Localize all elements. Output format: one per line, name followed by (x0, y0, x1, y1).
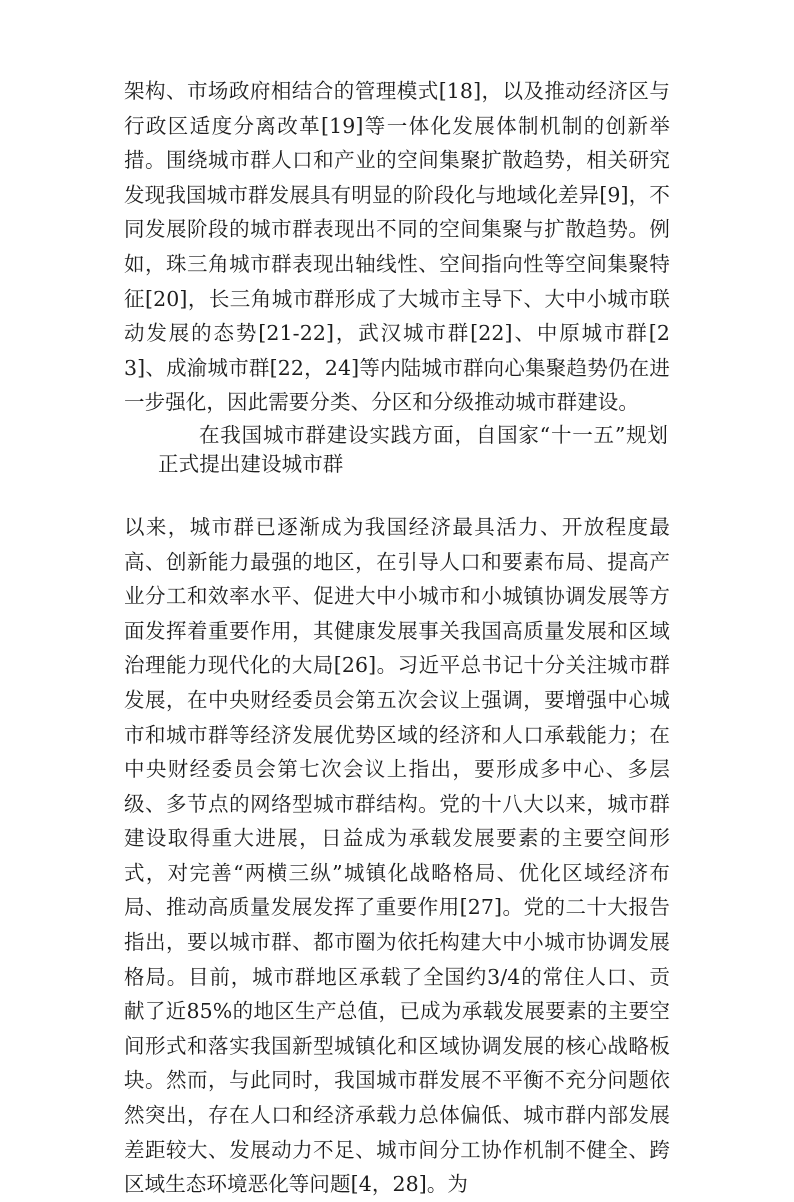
body-text-column (124, 74, 670, 1202)
paragraph-indented-block: 在我国城市群建设实践方面，自国家“十一五”规划正式提出建设城市群 (158, 422, 668, 477)
paragraph-continuation: 架构、市场政府相结合的管理模式[18]，以及推动经济区与行政区适度分离改革[19]等一体化发展体制机制的创新举措。围绕城市群人口和产业的空间集聚扩散趋势，相关研究发现我国城市群发展具有明显的阶段化与地域化差异[9]，不同发展阶段的城市群表现出不同的空间集聚与扩散趋势。例如，珠三角城市群表现出轴线性、空间指向性等空间集聚特征[20]，长三角城市群形成了大城市主导下、大中小城市联动发展的态势[21-22]，武汉城市群[22]、中原城市群[23]、成渝城市群[22，24]等内陆城市群向心集聚趋势仍在进一步强化，因此需要分类、分区和分级推动城市群建设。 (124, 79, 670, 415)
paragraph-gap (124, 480, 670, 510)
paragraph-body: 以来，城市群已逐渐成为我国经济最具活力、开放程度最高、创新能力最强的地区，在引导人口和要素布局、提高产业分工和效率水平、促进大中小城市和小城镇协调发展等方面发挥着重要作用，其健康发展事关我国高质量发展和区域治理能力现代化的大局[26]。习近平总书记十分关注城市群发展，在中央财经委员会第五次会议上强调，要增强中心城市和城市群等经济发展优势区域的经济和人口承载能力；在中央财经委员会第七次会议上指出，要形成多中心、多层级、多节点的网络型城市群结构。党的十八大以来，城市群建设取得重大进展，日益成为承载发展要素的主要空间形式，对完善“两横三纵”城镇化战略格局、优化区域经济布局、推动高质量发展发挥了重要作用[27]。党的二十大报告指出，要以城市群、都市圈为依托构建大中小城市协调发展格局。目前，城市群地区承载了全国约3/4的常住人口、贡献了近85%的地区生产总值，已成为承载发展要素的主要空间形式和落实我国新型城镇化和区域协调发展的核心战略板块。然而，与此同时，我国城市群发展不平衡不充分问题依然突出，存在人口和经济承载力总体偏低、城市群内部发展差距较大、发展动力不足、城市间分工协作机制不健全、跨区域生态环境恶化等问题[4，28]。为 (124, 514, 670, 1197)
